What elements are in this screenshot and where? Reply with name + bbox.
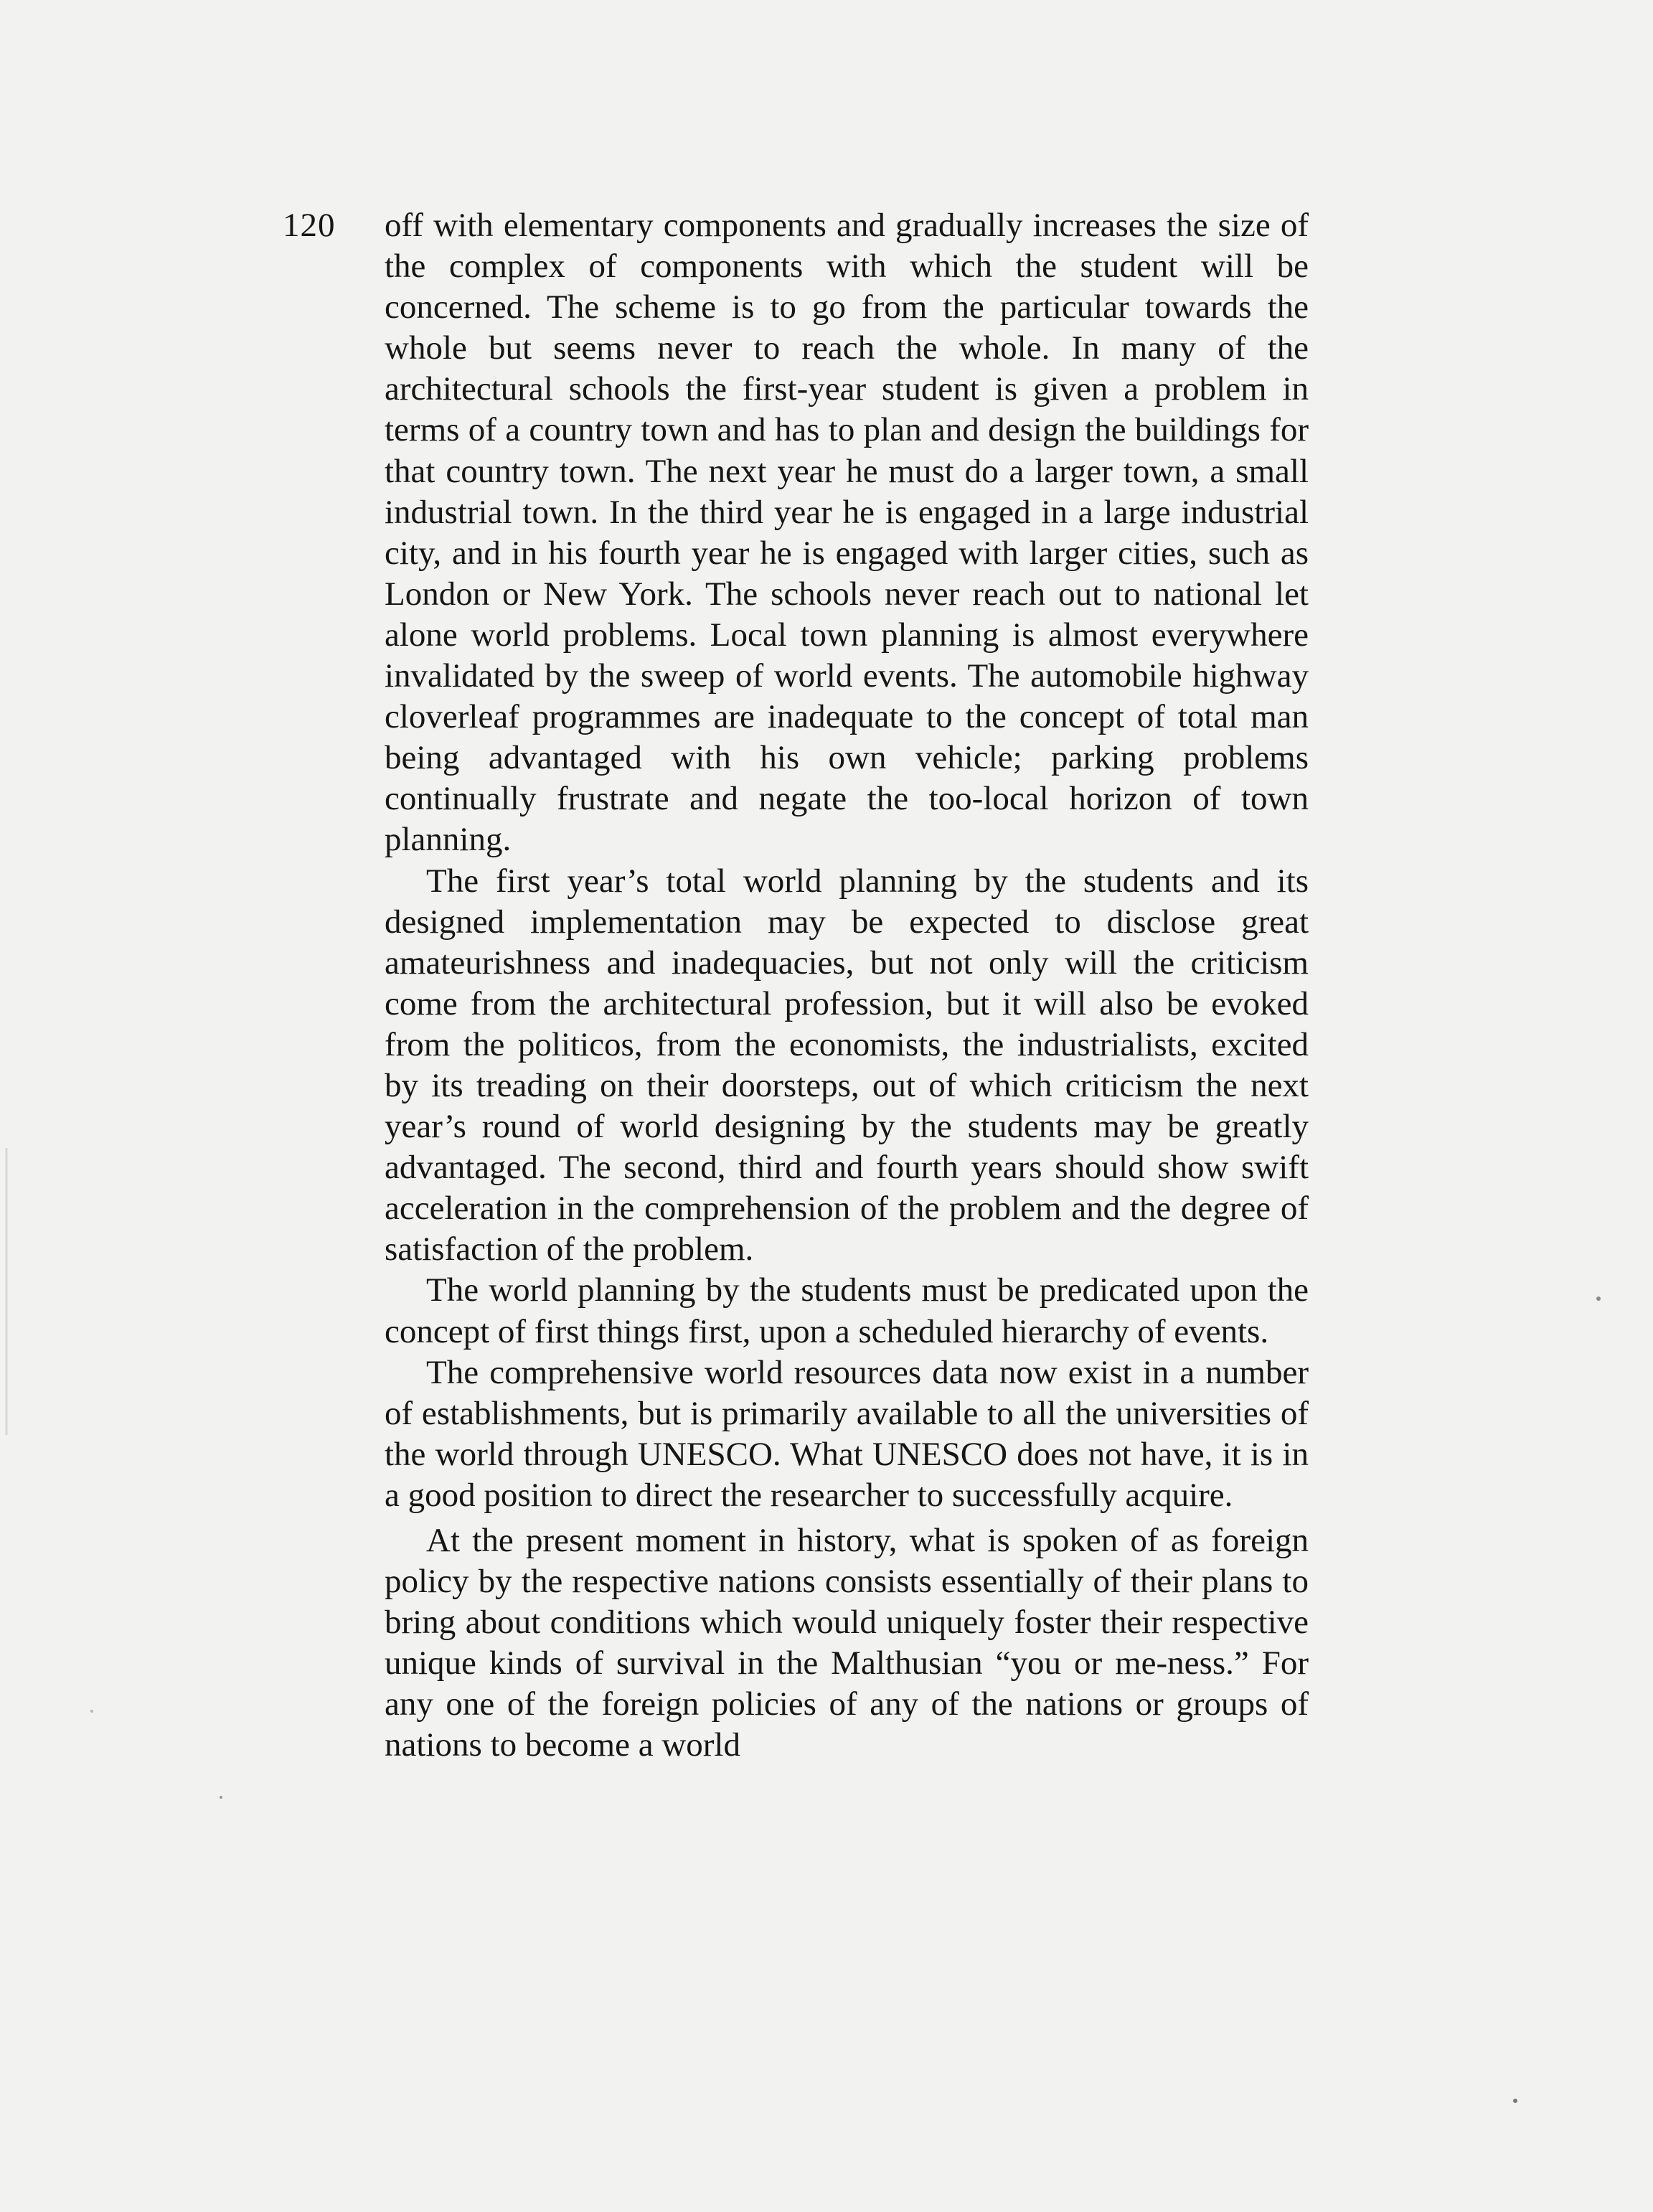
paragraph-first-things-first: The world planning by the students must be predicated upon the concept of first things first, upon a scheduled hierarchy of events.	[385, 1271, 1309, 1350]
speck	[1513, 2099, 1517, 2103]
speck	[90, 1710, 93, 1713]
speck	[1596, 1296, 1601, 1301]
page-number: 120	[283, 207, 336, 244]
paragraph-unesco-data: The comprehensive world resources data now exist in a number of establishments, but is primarily available to all the universities of the world through UNESCO. What UNESCO does not have, it is in a good position to direct the researcher to successfully acquire.	[385, 1353, 1309, 1514]
speck	[220, 1796, 222, 1799]
body-text	[385, 205, 1309, 1766]
paragraph-first-year-planning: The first year’s total world planning by the students and its designed implementation may be expected to disclose great amateurishness and inadequacies, but not only will the criticism come from the architectural profession, but it will also be evoked from the politicos, from the economists, the industrialists, excited by its treading on their doorsteps, out of which criticism the next year’s round of world designing by the students may be greatly advantaged. The second, third and fourth years should show swift acceleration in the comprehension of the problem and the degree of satisfaction of the problem.	[385, 862, 1309, 1269]
paragraph-continued: off with elementary components and gradually increases the size of the complex of components with which the student will be concerned. The scheme is to go from the particular towards the whole but seems never to reach the whole. In many of the architectural schools the first-year student is given a problem in terms of a country town and has to plan and design the buildings for that country town. The next year he must do a larger town, a small industrial town. In the third year he is engaged in a large industrial city, and in his fourth year he is engaged with larger cities, such as London or New York. The schools never reach out to national let alone world problems. Local town planning is almost everywhere invalidated by the sweep of world events. The automobile highway cloverleaf programmes are inadequate to the concept of total man being advantaged with his own vehicle; parking problems continually frustrate and negate the too-local horizon of town planning.	[385, 207, 1309, 859]
paragraph-foreign-policy: At the present moment in history, what is spoken of as foreign policy by the respective nations consists essentially of their plans to bring about conditions which would uniquely foster their respective unique kinds of survival in the Malthusian “you or me-ness.” For any one of the foreign policies of any of the nations or groups of nations to become a world	[385, 1522, 1309, 1764]
